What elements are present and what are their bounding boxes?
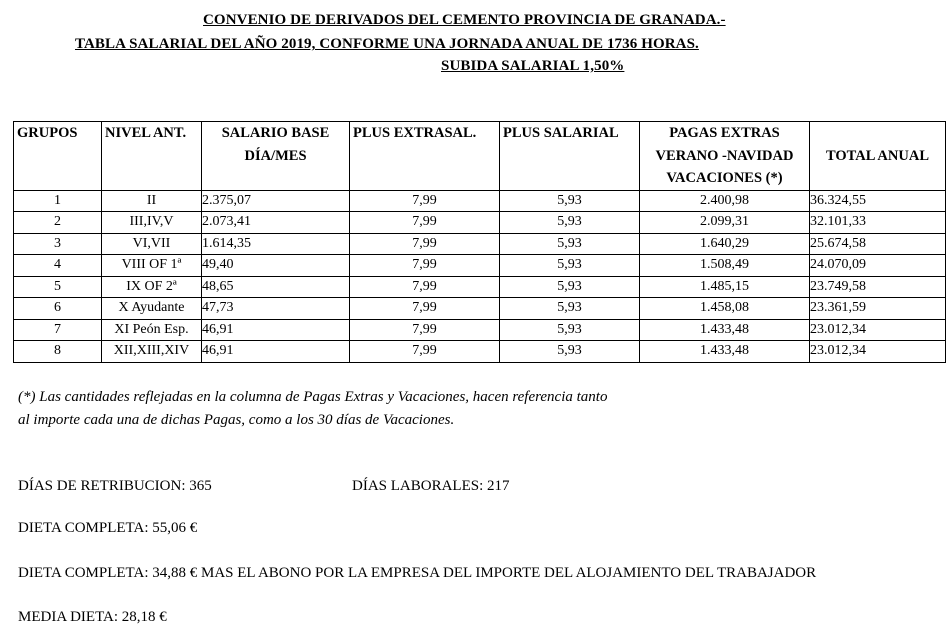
cell-salarial: 5,93 [500,341,640,363]
table-row [14,190,946,212]
cell-pagas: 1.458,08 [640,298,810,320]
salary-increase-heading: SUBIDA SALARIAL 1,50% [441,58,625,74]
cell-nivel: IX OF 2ª [102,276,202,298]
cell-nivel: III,IV,V [102,212,202,234]
cell-salario: 46,91 [202,319,350,341]
media-dieta: MEDIA DIETA: 28,18 € [18,609,167,625]
cell-pagas: 1.485,15 [640,276,810,298]
cell-salarial: 5,93 [500,190,640,212]
cell-grupo: 7 [14,319,102,341]
cell-total: 25.674,58 [810,233,946,255]
col-header-grupos: GRUPOS [14,122,102,191]
cell-salarial: 5,93 [500,276,640,298]
cell-total: 23.012,34 [810,341,946,363]
cell-extrasal: 7,99 [350,298,500,320]
dieta-completa-alojamiento: DIETA COMPLETA: 34,88 € MAS EL ABONO POR LA EMPRESA DEL IMPORTE DEL ALOJAMIENTO DEL TRABAJADOR [18,565,817,581]
cell-salario: 2.073,41 [202,212,350,234]
cell-salarial: 5,93 [500,319,640,341]
cell-nivel: XII,XIII,XIV [102,341,202,363]
cell-grupo: 5 [14,276,102,298]
cell-extrasal: 7,99 [350,341,500,363]
cell-pagas: 1.433,48 [640,341,810,363]
cell-nivel: XI Peón Esp. [102,319,202,341]
cell-total: 36.324,55 [810,190,946,212]
cell-extrasal: 7,99 [350,319,500,341]
col-header-nivel: NIVEL ANT. [102,122,202,191]
cell-nivel: X Ayudante [102,298,202,320]
col-header-pagas-line3: VACACIONES (*) [666,170,783,186]
cell-grupo: 6 [14,298,102,320]
table-row [14,319,946,341]
dias-retribucion: DÍAS DE RETRIBUCION: 365 [18,478,212,494]
table-row [14,341,946,363]
table-row [14,212,946,234]
col-header-total-anual: TOTAL ANUAL [810,122,946,191]
table-row [14,255,946,277]
cell-total: 23.361,59 [810,298,946,320]
cell-extrasal: 7,99 [350,233,500,255]
dieta-completa: DIETA COMPLETA: 55,06 € [18,520,198,536]
cell-pagas: 1.508,49 [640,255,810,277]
cell-nivel: VI,VII [102,233,202,255]
cell-extrasal: 7,99 [350,255,500,277]
cell-salario: 2.375,07 [202,190,350,212]
col-header-salario-line2: DÍA/MES [244,147,307,164]
cell-nivel: VIII OF 1ª [102,255,202,277]
cell-grupo: 8 [14,341,102,363]
cell-salario: 47,73 [202,298,350,320]
cell-total: 32.101,33 [810,212,946,234]
footnote-line-1: (*) Las cantidades reflejadas en la columna de Pagas Extras y Vacaciones, hacen referencia tanto [18,389,608,405]
cell-salarial: 5,93 [500,233,640,255]
cell-total: 23.749,58 [810,276,946,298]
dias-laborales: DÍAS LABORALES: 217 [352,478,510,494]
col-header-salario-line1: SALARIO BASE [221,125,330,141]
table-row [14,298,946,320]
cell-pagas: 1.640,29 [640,233,810,255]
cell-nivel: II [102,190,202,212]
table-header-row [14,122,946,191]
cell-salarial: 5,93 [500,255,640,277]
cell-total: 24.070,09 [810,255,946,277]
cell-salario: 1.614,35 [202,233,350,255]
col-header-salario-base [202,122,350,191]
document-title: CONVENIO DE DERIVADOS DEL CEMENTO PROVINCIA DE GRANADA.- [203,12,726,28]
col-header-pagas-extras [640,122,810,191]
cell-extrasal: 7,99 [350,190,500,212]
col-header-plus-salarial: PLUS SALARIAL [500,122,640,191]
cell-grupo: 4 [14,255,102,277]
salary-table [13,121,946,363]
cell-salario: 48,65 [202,276,350,298]
cell-extrasal: 7,99 [350,276,500,298]
cell-salarial: 5,93 [500,298,640,320]
col-header-pagas-line1: PAGAS EXTRAS [669,125,780,141]
cell-grupo: 3 [14,233,102,255]
cell-grupo: 1 [14,190,102,212]
cell-extrasal: 7,99 [350,212,500,234]
table-row [14,276,946,298]
col-header-pagas-line2: VERANO -NAVIDAD [655,147,794,164]
col-header-plus-extrasal: PLUS EXTRASAL. [350,122,500,191]
cell-grupo: 2 [14,212,102,234]
cell-salarial: 5,93 [500,212,640,234]
cell-salario: 49,40 [202,255,350,277]
cell-pagas: 2.099,31 [640,212,810,234]
cell-total: 23.012,34 [810,319,946,341]
footnote-line-2: al importe cada una de dichas Pagas, como a los 30 días de Vacaciones. [18,412,455,428]
cell-pagas: 1.433,48 [640,319,810,341]
cell-pagas: 2.400,98 [640,190,810,212]
table-row [14,233,946,255]
cell-salario: 46,91 [202,341,350,363]
document-subtitle: TABLA SALARIAL DEL AÑO 2019, CONFORME UNA JORNADA ANUAL DE 1736 HORAS. [75,36,699,52]
